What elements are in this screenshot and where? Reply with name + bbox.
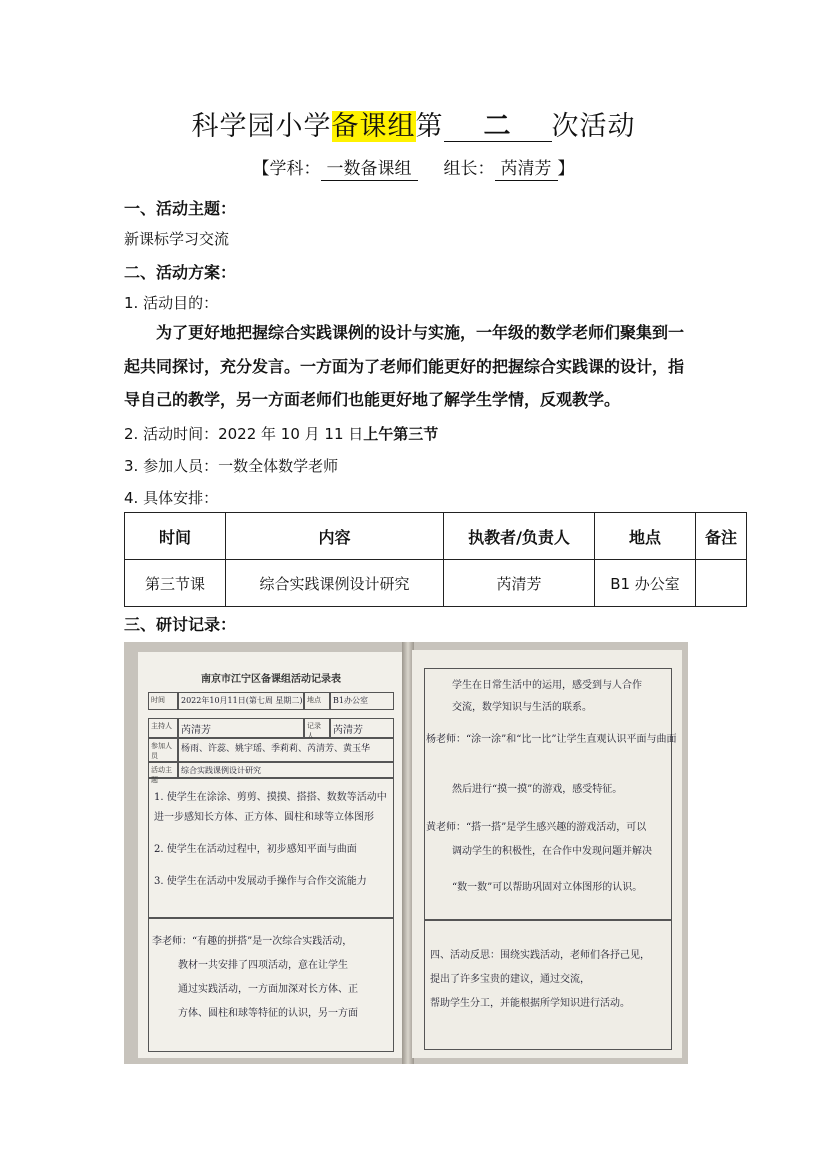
table-header-row: [125, 513, 747, 560]
photo-right-page: [412, 650, 682, 1058]
right-note-8: 四、活动反思：围绕实践活动，老师们各抒己见，: [430, 950, 650, 961]
purpose-line-2: 起共同探讨，充分发言。一方面为了老师们能更好的把握综合实践课的设计，指: [124, 356, 685, 376]
leader-label: 组长：: [443, 159, 495, 179]
header-place: 地点: [595, 513, 696, 560]
right-note-5: 黄老师：“搭一搭”是学生感兴趣的游戏活动，可以: [426, 822, 647, 833]
title-prefix: 科学园小学: [191, 111, 332, 142]
form-right-box-bottom: [424, 920, 672, 1050]
right-note-4: 然后进行“摸一摸”的游戏，感受特征。: [452, 784, 623, 795]
record-form-photo: [124, 642, 688, 1064]
activity-time: [124, 423, 438, 444]
header-notes: 备注: [696, 513, 747, 560]
left-note-4: 3. 使学生在活动中发展动手操作与合作交流能力: [154, 876, 367, 887]
right-note-6: 调动学生的积极性，在合作中发现问题并解决: [452, 846, 652, 857]
close-bracket: 】: [557, 159, 575, 179]
left-note-6: 教材一共安排了四项活动，意在让学生: [178, 960, 348, 971]
header-time: 时间: [125, 513, 226, 560]
cell-notes: [696, 560, 747, 607]
left-note-8: 方体、圆柱和球等特征的认识，另一方面: [178, 1008, 358, 1019]
time-bold: 上午第三节: [363, 425, 439, 443]
activity-theme: 新课标学习交流: [124, 230, 230, 248]
purpose-paragraph: [124, 316, 710, 417]
left-note-7: 通过实践活动，一方面加深对长方体、正: [178, 984, 358, 995]
left-note-1: 1. 使学生在涂涂、剪剪、摸摸、搭搭、数数等活动中: [154, 792, 387, 803]
form-host-label: 主持人: [148, 718, 178, 738]
purpose-label: 1. 活动目的：: [124, 294, 219, 312]
left-note-3: 2. 使学生在活动过程中，初步感知平面与曲面: [154, 844, 357, 855]
title-mid: 第: [415, 111, 444, 142]
form-participants-value: 杨雨、许蕊、姚宇瑶、季莉莉、芮清芳、黄玉华: [181, 744, 371, 754]
form-participants-label: 参加人员: [148, 738, 178, 762]
right-note-2: 交流，数学知识与生活的联系。: [452, 702, 592, 713]
time-label: 2. 活动时间：2022 年 10 月 11 日: [124, 425, 364, 443]
cell-time: 第三节课: [125, 560, 226, 607]
cell-teacher: 芮清芳: [444, 560, 595, 607]
form-title: 南京市江宁区备课组活动记录表: [201, 674, 341, 685]
subtitle-line: [0, 154, 827, 181]
section3-heading: 三、研讨记录：: [124, 615, 237, 634]
table-row: [125, 560, 747, 607]
right-note-1: 学生在日常生活中的运用，感受到与人合作: [452, 680, 642, 691]
leader-value: 芮清芳: [495, 158, 558, 181]
form-place-label: 地点: [304, 692, 330, 710]
schedule-table: [124, 512, 747, 607]
cell-content: 综合实践课例设计研究: [226, 560, 444, 607]
form-topic-label: 活动主题: [148, 762, 178, 778]
purpose-line-1: 为了更好地把握综合实践课例的设计与实施，一年级的数学老师们聚集到一: [156, 323, 685, 342]
header-content: 内容: [226, 513, 444, 560]
title-activity-number: 二: [444, 113, 552, 142]
form-topic-value: 综合实践课例设计研究: [181, 766, 261, 775]
right-note-7: “数一数”可以帮助巩固对立体图形的认识。: [452, 882, 643, 893]
section2-heading: 二、活动方案：: [124, 263, 237, 282]
form-host-value: 芮清芳: [181, 725, 211, 736]
subject-label: 【学科：: [252, 159, 321, 179]
form-recorder-label: 记录人: [304, 718, 330, 738]
form-recorder-value: 芮清芳: [333, 725, 363, 736]
participants: 3. 参加人员：一数全体数学老师: [124, 457, 339, 475]
right-note-10: 帮助学生分工，并能根据所学知识进行活动。: [430, 998, 630, 1009]
page-title: [0, 104, 827, 143]
cell-place: B1 办公室: [595, 560, 696, 607]
form-time-value: 2022年10月11日(第七周 星期二): [181, 696, 303, 705]
section1-heading: 一、活动主题：: [124, 199, 237, 218]
right-note-3: 杨老师：“涂一涂”和“比一比”让学生直观认识平面与曲面: [426, 734, 677, 745]
schedule-label: 4. 具体安排：: [124, 489, 219, 507]
left-note-5: 李老师：“有趣的拼搭”是一次综合实践活动，: [152, 936, 353, 947]
right-note-9: 提出了许多宝贵的建议，通过交流，: [430, 974, 590, 985]
title-suffix: 次活动: [551, 111, 636, 142]
title-highlight: 备课组: [331, 111, 416, 142]
subject-value: 一数备课组: [321, 158, 418, 181]
form-time-label: 时间: [148, 692, 178, 710]
left-note-2: 进一步感知长方体、正方体、圆柱和球等立体图形: [154, 812, 374, 823]
purpose-line-3: 导自己的教学，另一方面老师们也能更好地了解学生学情，反观教学。: [124, 390, 621, 409]
form-place-value: B1办公室: [333, 696, 368, 705]
header-teacher: 执教者/负责人: [444, 513, 595, 560]
photo-left-page: [138, 652, 404, 1058]
